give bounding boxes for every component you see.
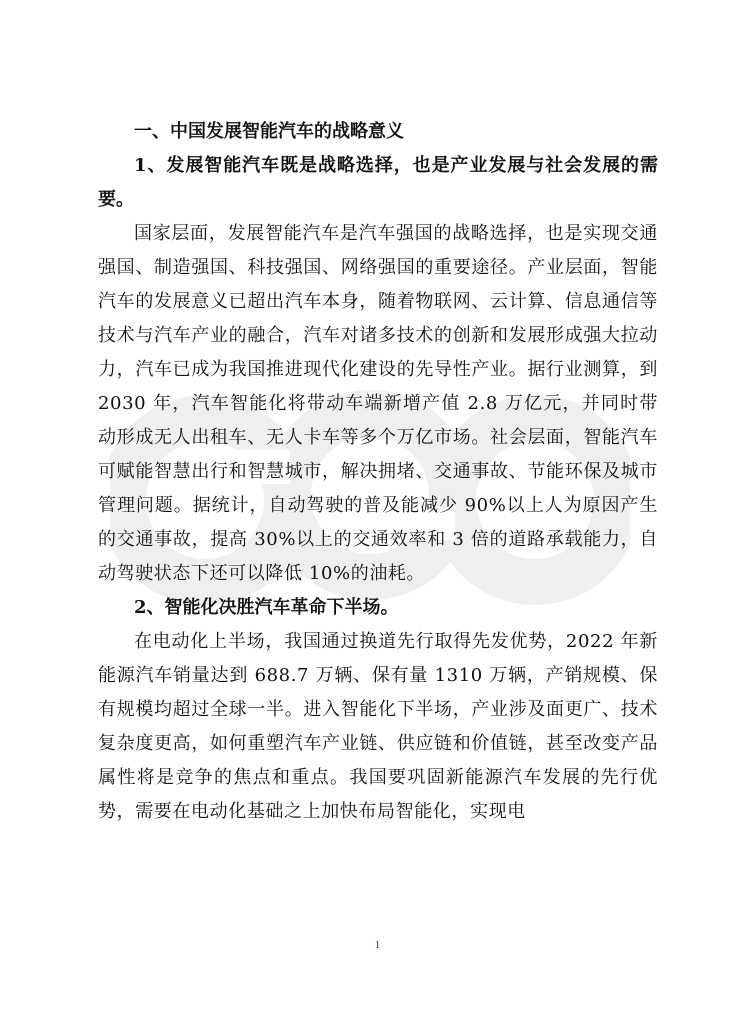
subsection-heading-1: 1、发展智能汽车既是战略选择，也是产业发展与社会发展的需要。	[98, 155, 658, 210]
body-paragraph-1: 国家层面，发展智能汽车是汽车强国的战略选择，也是实现交通强国、制造强国、科技强国、网络强国的重要途径。产业层面，智能汽车的发展意义已超出汽车本身，随着物联网、云计算、信息通信等技术与汽车产业的融合，汽车对诸多技术的创新和发展形成强大拉动力，汽车已成为我国推进现代化建设的先导性产业。据行业测算，到 2030 年，汽车智能化将带动车端新增产值 2.8 万亿元，并同时带动形成无人出租车、无人卡车等多个万亿市场。社会层面，智能汽车可赋能智慧出行和智慧城市，解决拥堵、交通事故、节能环保及城市管理问题。据统计，自动驾驶的普及能减少 90%以上人为原因产生的交通事故，提高 30%以上的交通效率和 3 倍的道路承载能力，自动驾驶状态下还可以降低 10%的油耗。	[98, 223, 658, 584]
section-heading: 一、中国发展智能汽车的战略意义	[134, 121, 404, 142]
page-number: 1	[374, 939, 381, 951]
document-body	[98, 115, 658, 829]
subsection-heading-2: 2、智能化决胜汽车革命下半场。	[134, 597, 399, 618]
body-paragraph-2: 在电动化上半场，我国通过换道先行取得先发优势，2022 年新能源汽车销量达到 688.7 万辆、保有量 1310 万辆，产销规模、保有规模均超过全球一半。进入智能化下半场，产业涉及面更广、技术复杂度更高，如何重塑汽车产业链、供应链和价值链，甚至改变产品属性将是竞争的焦点和重点。我国要巩固新能源汽车发展的先行优势，需要在电动化基础之上加快布局智能化，实现电	[98, 631, 658, 822]
